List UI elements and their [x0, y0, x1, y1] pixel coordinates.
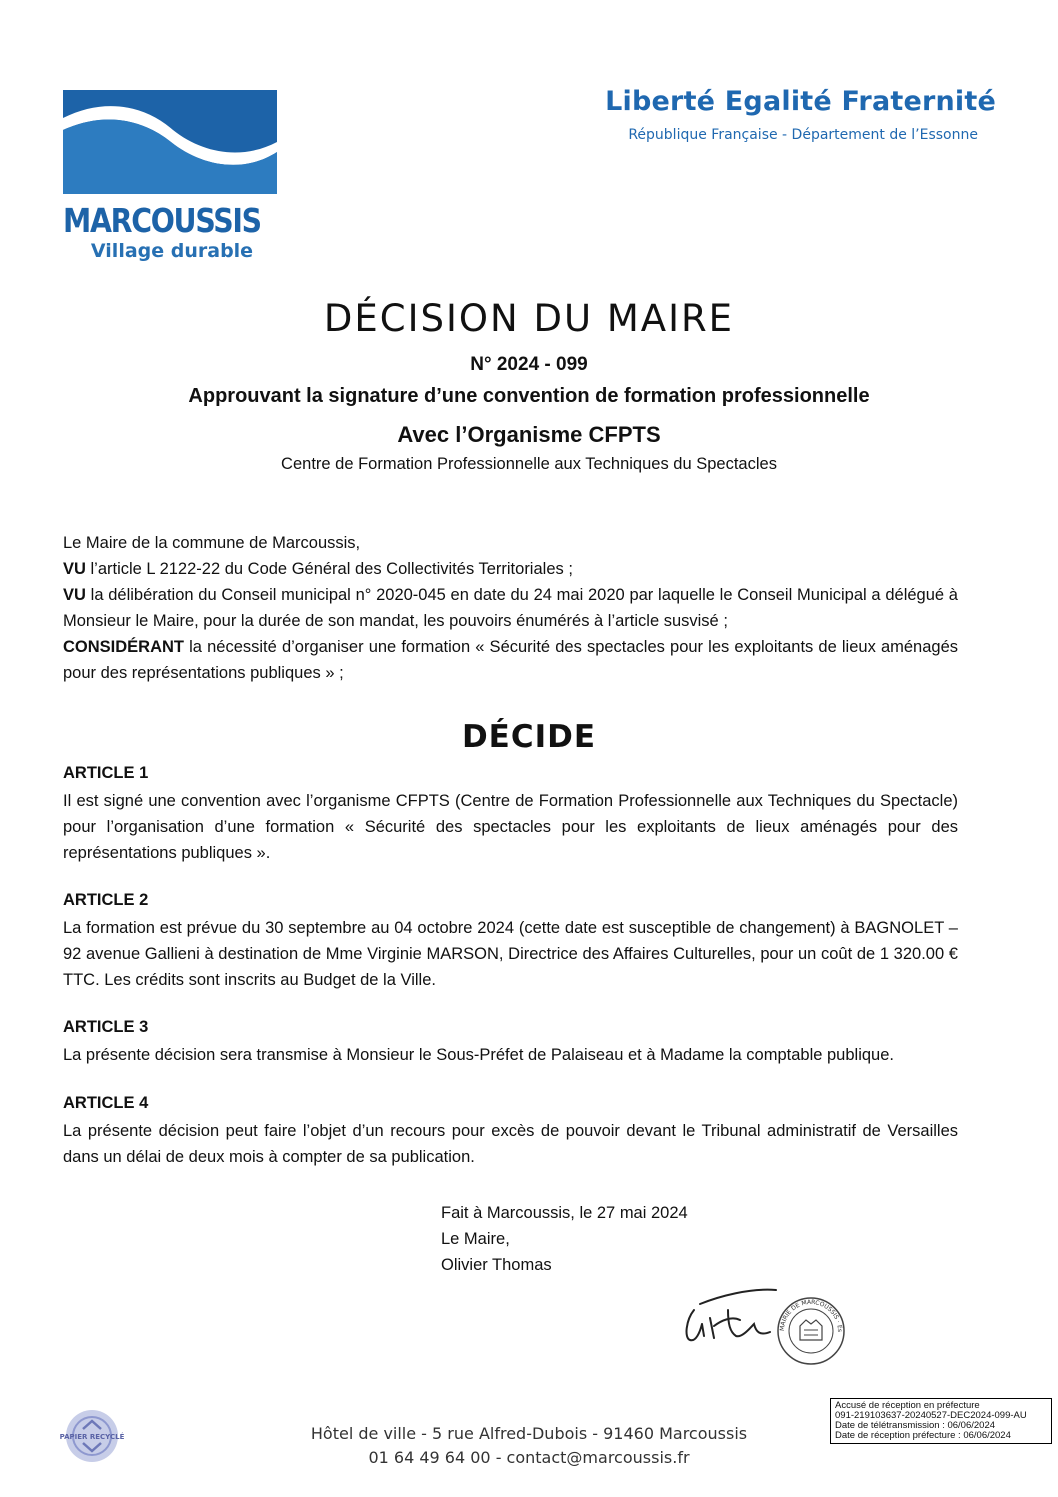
decision-number: N° 2024 - 099: [470, 354, 588, 375]
decide-heading: DÉCIDE: [461, 719, 597, 755]
article-4-text: La présente décision peut faire l’objet d’un recours pour excès de pouvoir devant le Tribunal administratif de Versailles dans un délai de deux mois à compter de sa publication.: [63, 1122, 958, 1166]
logo-tagline: Village durable: [90, 240, 254, 262]
recycle-label: PAPIER RECYCLÉ: [59, 1433, 125, 1441]
article-2-heading: ARTICLE 2: [63, 891, 149, 909]
footer-address: Hôtel de ville - 5 rue Alfred-Dubois - 91460 Marcoussis: [310, 1424, 748, 1443]
logo-name: MARCOUSSIS: [63, 201, 261, 240]
place-date: Fait à Marcoussis, le 27 mai 2024: [441, 1204, 688, 1222]
handwritten-signature-icon: [680, 1280, 780, 1360]
stamp-line-3: Date de télétransmission : 06/06/2024: [835, 1420, 996, 1431]
article-4-heading: ARTICLE 4: [63, 1094, 149, 1112]
considerant-text: la nécessité d’organiser une formation « Sécurité des spectacles pour les exploitants de lieux aménagés pour des représentations publiques » ;: [63, 638, 958, 682]
mairie-seal: [776, 1296, 846, 1366]
vu-label: VU: [63, 586, 86, 604]
article-2-text: La formation est prévue du 30 septembre au 04 octobre 2024 (cette date est susceptible de changement) à BAGNOLET – 92 avenue Gallieni à destination de Mme Virginie MARSON, Directrice des Affaires Culturelles, pour un coût de 1 320.00 € TTC. Les crédits sont inscrits au Budget de la Ville.: [63, 919, 958, 989]
republic-subtitle: République Française - Département de l’Essonne: [628, 127, 978, 143]
document-title: DÉCISION DU MAIRE: [323, 297, 735, 340]
organism-full-name: Centre de Formation Professionnelle aux Techniques du Spectacles: [281, 455, 777, 473]
seal-icon: [776, 1296, 846, 1366]
preamble-intro: Le Maire de la commune de Marcoussis,: [63, 534, 361, 552]
vu-label: VU: [63, 560, 86, 578]
decision-subject: Approuvant la signature d’une convention de formation professionnelle: [188, 385, 870, 407]
footer-contact: 01 64 49 64 00 - contact@marcoussis.fr: [368, 1448, 690, 1467]
vu-deliberation-text: la délibération du Conseil municipal n° 2020-045 en date du 24 mai 2020 par laquelle le Conseil Municipal a délégué à Monsieur le Maire, pour la durée de son mandat, les pouvoirs énumérés à l’article susvisé ;: [63, 586, 958, 630]
preamble-vu-deliberation: [63, 582, 958, 634]
signature-block: [441, 1200, 688, 1278]
prefecture-receipt-stamp: [830, 1398, 1052, 1444]
wave-logo-icon: [63, 90, 277, 198]
article-3-heading: ARTICLE 3: [63, 1018, 149, 1036]
article-1-text: Il est signé une convention avec l’organisme CFPTS (Centre de Formation Professionnelle aux Techniques du Spectacle) pour l’organisation d’une formation « Sécurité des spectacles pour les exploitants de lieux aménagés pour des représentations publiques ».: [63, 792, 958, 862]
republic-motto: Liberté Egalité Fraternité: [605, 86, 996, 117]
considerant-label: CONSIDÉRANT: [63, 638, 185, 656]
stamp-line-4: Date de réception préfecture : 06/06/2024: [835, 1430, 1011, 1441]
preamble: [63, 530, 958, 686]
article-3-text: La présente décision sera transmise à Monsieur le Sous-Préfet de Palaiseau et à Madame la comptable publique.: [63, 1046, 894, 1064]
signatory-name: Olivier Thomas: [441, 1256, 552, 1274]
vu-article-text: l’article L 2122-22 du Code Général des Collectivités Territoriales ;: [85, 560, 573, 578]
marcoussis-logo: [63, 90, 277, 265]
stamp-line-1: Accusé de réception en préfecture: [835, 1400, 980, 1411]
preamble-considerant: [63, 634, 958, 686]
signatory-role: Le Maire,: [441, 1230, 510, 1248]
seal-text: MAIRIE DE MARCOUSSIS · Es: [778, 1298, 844, 1333]
organism-name: Avec l’Organisme CFPTS: [397, 422, 661, 447]
stamp-line-2: 091-219103637-20240527-DEC2024-099-AU: [835, 1410, 1027, 1421]
article-1-heading: ARTICLE 1: [63, 764, 149, 782]
preamble-vu-article: [63, 556, 958, 582]
